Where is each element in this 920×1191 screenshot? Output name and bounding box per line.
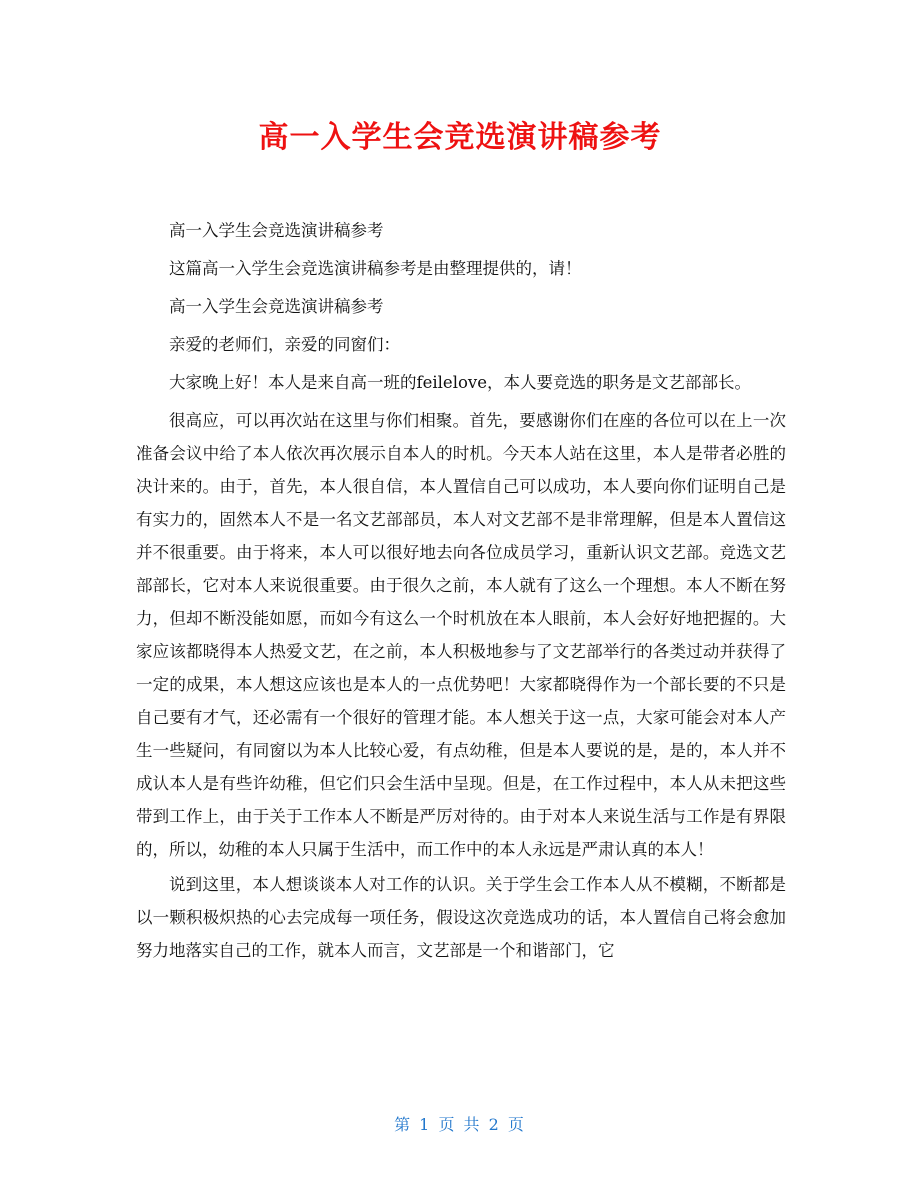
paragraph-heading-repeat-2: 高一入学生会竞选演讲稿参考 <box>169 297 384 316</box>
document-body <box>136 214 786 969</box>
document-title: 高一入学生会竞选演讲稿参考 <box>258 120 662 155</box>
page-number-footer: 第 1 页 共 2 页 <box>394 1115 526 1134</box>
paragraph-heading-repeat: 高一入学生会竞选演讲稿参考 <box>169 221 384 240</box>
paragraph-main: 很高应，可以再次站在这里与你们相聚。首先，要感谢你们在座的各位可以在上一次准备会议中给了本人依次再次展示自本人的时机。今天本人站在这里，本人是带者必胜的决计来的。由于，首先，本人很自信，本人置信自己可以成功，本人要向你们证明自己是有实力的，固然本人不是一名文艺部部员，本人对文艺部不是非常理解，但是本人置信这并不很重要。由于将来，本人可以很好地去向各位成员学习，重新认识文艺部。竞选文艺部部长，它对本人来说很重要。由于很久之前，本人就有了这么一个理想。本人不断在努力，但却不断没能如愿，而如今有这么一个时机放在本人眼前，本人会好好地把握的。大家应该都晓得本人热爱文艺，在之前，本人积极地参与了文艺部举行的各类过动并获得了一定的成果，本人想这应该也是本人的一点优势吧！大家都晓得作为一个部长要的不只是自己要有才气，还必需有一个很好的管理才能。本人想关于这一点，大家可能会对本人产生一些疑问，有同窗以为本人比较心爱，有点幼稚，但是本人要说的是，是的，本人并不成认本人是有些许幼稚，但它们只会生活中呈现。但是，在工作过程中，本人从未把这些带到工作上，由于关于工作本人不断是严厉对待的。由于对本人来说生活与工作是有界限的，所以，幼稚的本人只属于生活中，而工作中的本人永远是严肃认真的本人！ <box>136 411 786 859</box>
paragraph-greeting: 亲爱的老师们，亲爱的同窗们： <box>169 335 400 354</box>
paragraph-opening: 大家晚上好！本人是来自高一班的feilelove，本人要竞选的职务是文艺部部长。 <box>169 373 751 392</box>
paragraph-intro: 这篇高一入学生会竞选演讲稿参考是由整理提供的，请！ <box>169 259 582 278</box>
paragraph-work: 说到这里，本人想谈谈本人对工作的认识。关于学生会工作本人从不模糊，不断都是以一颗积极炽热的心去完成每一项任务，假设这次竞选成功的话，本人置信自己将会愈加努力地落实自己的工作，就本人而言，文艺部是一个和谐部门，它 <box>136 875 786 960</box>
